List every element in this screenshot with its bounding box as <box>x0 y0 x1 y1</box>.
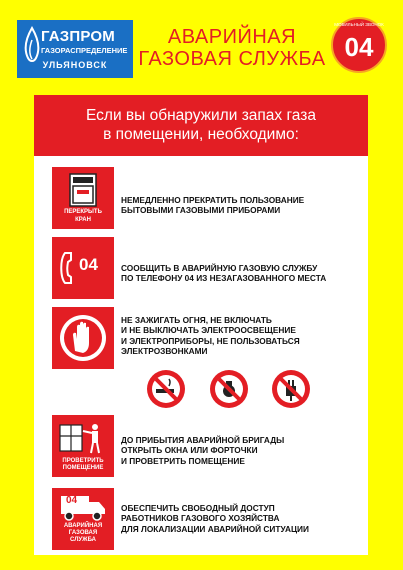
step-2-line-2: ПО ТЕЛЕФОНУ 04 ИЗ НЕЗАГАЗОВАННОГО МЕСТА <box>121 273 327 284</box>
step-3-line-4: ЭЛЕКТРОЗВОНКАМИ <box>121 345 208 356</box>
step-5-line-1: ОБЕСПЕЧИТЬ СВОБОДНЫЙ ДОСТУП <box>121 503 275 513</box>
step-4-line-2: ОТКРЫТЬ ОКНА ИЛИ ФОРТОЧКИ <box>121 445 258 456</box>
step-3-line-1: НЕ ЗАЖИГАТЬ ОГНЯ, НЕ ВКЛЮЧАТЬ <box>121 315 272 325</box>
step-3-text <box>121 315 300 356</box>
step-5-tile-label-3: СЛУЖБА <box>70 537 96 543</box>
step-3-line-2: И НЕ ВЫКЛЮЧАТЬ ЭЛЕКТРООСВЕЩЕНИЕ <box>121 325 296 336</box>
badge-number: 04 <box>344 32 374 62</box>
step-5-tile-label-1: АВАРИЙНАЯ <box>63 523 103 529</box>
badge-ring-text: МОБИЛЬНЫЙ ЗВОНОК <box>334 22 384 27</box>
step-1-tile <box>52 167 114 229</box>
step-5-line-3: ДЛЯ ЛОКАЛИЗАЦИИ АВАРИЙНОЙ СИТУАЦИИ <box>121 523 309 534</box>
title-line-1: АВАРИЙНАЯ <box>167 26 297 48</box>
step-1-tile-label-2: КРАН <box>75 217 91 223</box>
step-1-line-1: НЕМЕДЛЕННО ПРЕКРАТИТЬ ПОЛЬЗОВАНИЕ <box>121 195 305 205</box>
step-5-line-2: РАБОТНИКОВ ГАЗОВОГО ХОЗЯЙСТВА <box>121 513 280 524</box>
logo-brand: ГАЗПРОМ <box>41 28 115 45</box>
step-5-tile-number: 04 <box>66 495 78 506</box>
panel-heading <box>34 95 368 156</box>
title-line-2: ГАЗОВАЯ СЛУЖБА <box>138 48 326 70</box>
no-smoking-icon <box>147 370 185 408</box>
logo-city: УЛЬЯНОВСК <box>42 60 108 70</box>
step-5-text <box>121 503 309 534</box>
step-2-text <box>121 263 326 284</box>
step-4-tile-label-1: ПРОВЕТРИТЬ <box>62 458 104 464</box>
step-5-tile <box>52 488 114 550</box>
phone-icon <box>59 251 79 285</box>
step-4-tile <box>52 415 114 477</box>
step-2-line-1: СООБЩИТЬ В АВАРИЙНУЮ ГАЗОВУЮ СЛУЖБУ <box>121 263 318 273</box>
step-2-tile <box>52 237 114 299</box>
panel-heading-line-2: в помещении, необходимо: <box>103 126 299 143</box>
step-1-tile-label-1: ПЕРЕКРЫТЬ <box>64 209 102 215</box>
step-1-text <box>121 195 304 216</box>
no-electric-plug-icon <box>272 370 310 408</box>
step-4-line-3: И ПРОВЕТРИТЬ ПОМЕЩЕНИЕ <box>121 455 245 466</box>
page-title <box>138 26 326 70</box>
no-light-bulb-icon <box>210 370 248 408</box>
step-4-line-1: ДО ПРИБЫТИЯ АВАРИЙНОЙ БРИГАДЫ <box>121 435 285 445</box>
step-1-line-2: БЫТОВЫМИ ГАЗОВЫМИ ПРИБОРАМИ <box>121 205 281 216</box>
emergency-number-badge <box>331 17 387 73</box>
step-4-text <box>121 435 284 466</box>
step-5-tile-label-2: ГАЗОВАЯ <box>68 530 98 536</box>
stop-hand-icon <box>58 313 108 363</box>
logo-subtitle: ГАЗОРАСПРЕДЕЛЕНИЕ <box>41 46 128 55</box>
gazprom-logo <box>17 20 133 78</box>
window-icon <box>59 421 107 455</box>
stove-icon <box>69 173 97 207</box>
step-3-line-3: И ЭЛЕКТРОПРИБОРЫ, НЕ ПОЛЬЗОВАТЬСЯ <box>121 335 300 346</box>
panel-heading-line-1: Если вы обнаружили запах газа <box>86 107 316 124</box>
step-3-tile <box>52 307 114 369</box>
step-4-tile-label-2: ПОМЕЩЕНИЕ <box>62 465 104 471</box>
step-2-tile-number: 04 <box>79 255 98 274</box>
